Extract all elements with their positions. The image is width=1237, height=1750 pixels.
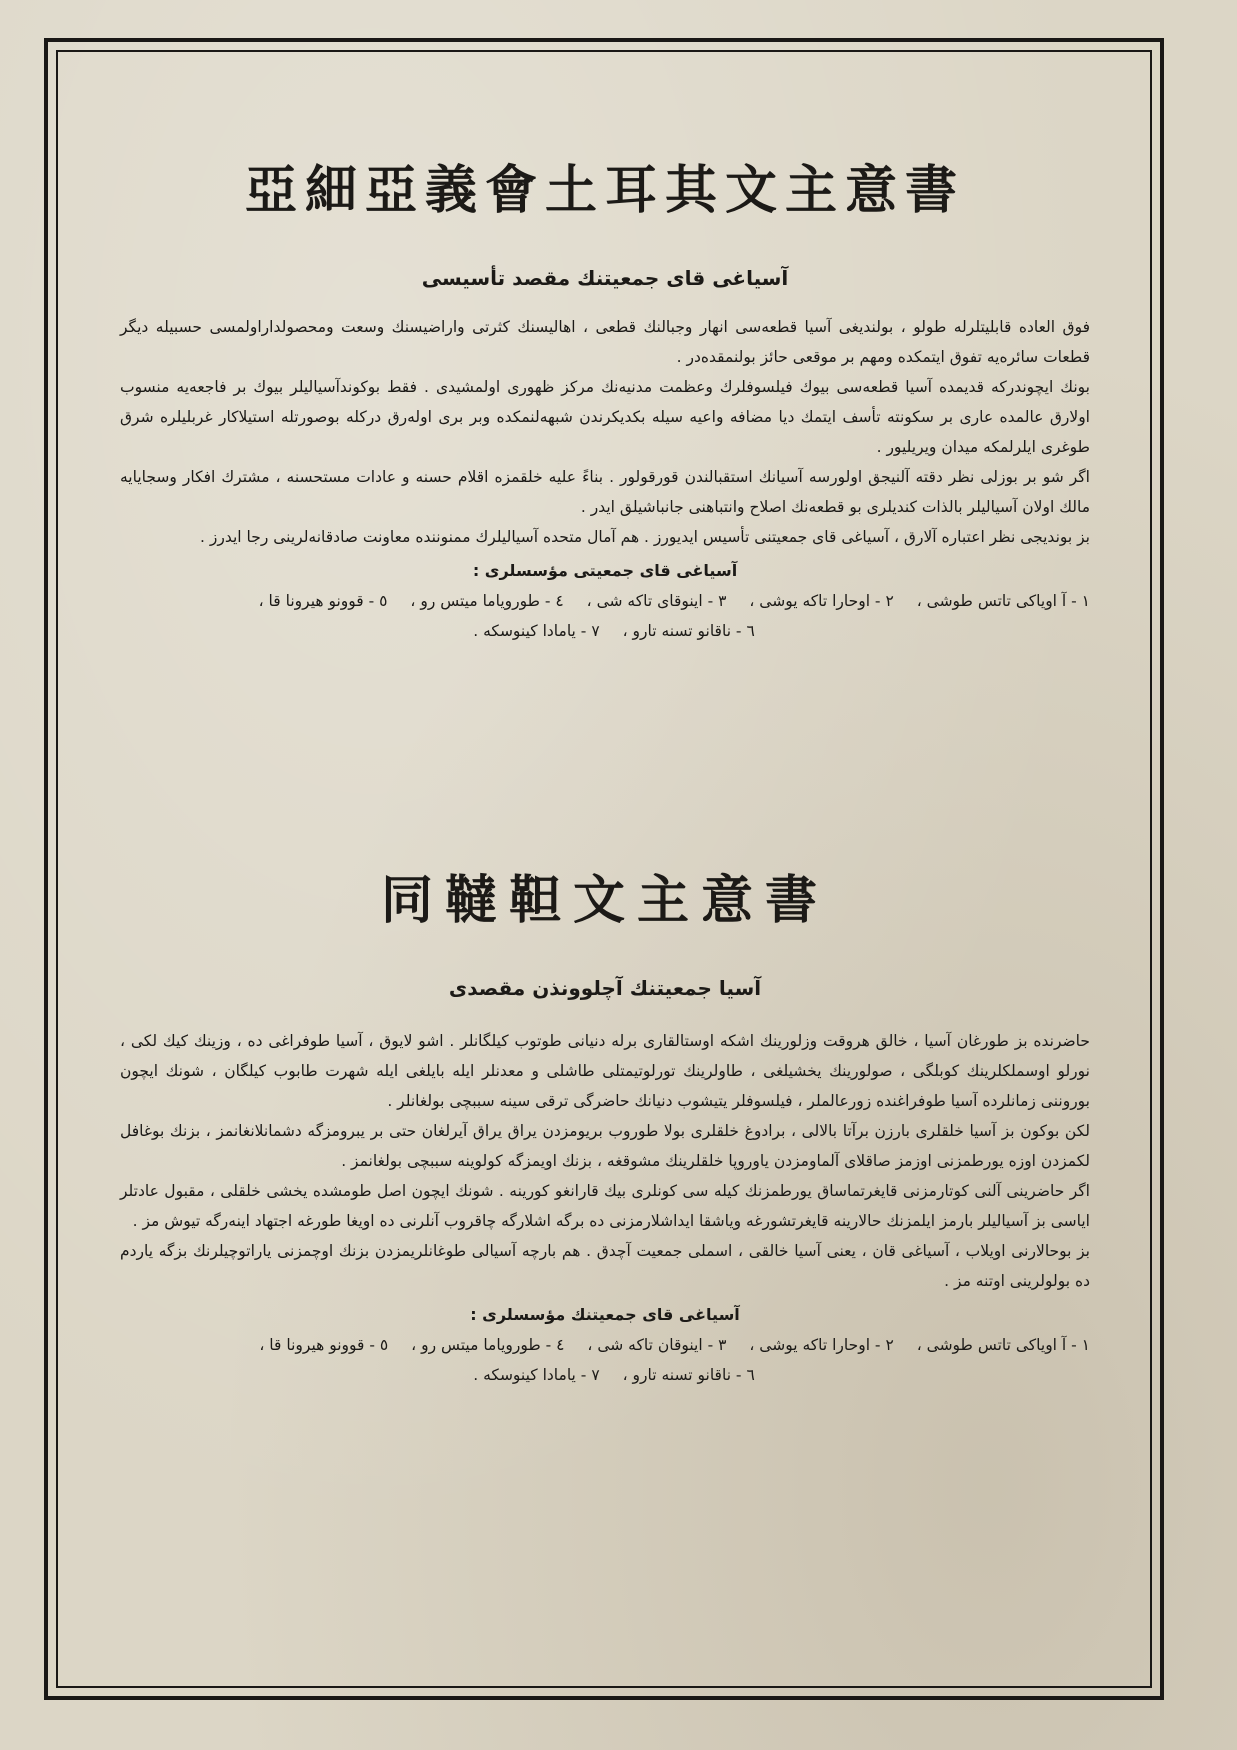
section1-founders-heading: آسیاغی قای جمعیتی مؤسسلری :	[472, 561, 738, 581]
founder-item: ٧ - یامادا كینوسكه .	[473, 1366, 600, 1385]
founder-item: ١ - آ اویاكی تاتس طوشی ،	[916, 1336, 1090, 1355]
section-turkish-manifesto	[120, 160, 1090, 646]
section2-founders-list-row2	[120, 1360, 1090, 1390]
founder-item: ٣ - اینوقان تاكه شی ،	[587, 1336, 727, 1355]
section1-founders-list-row2	[120, 616, 1090, 646]
section1-paragraph: بز بوندیجی نظر اعتباره آلارق ، آسیاغی قای جمعیتنی تأسیس ایدیورز . هم آمال متحده آسیالیلرك ممنوننده معاونت صادقانه‌لرینی رجا ایدرز .	[200, 528, 1090, 547]
section2-paragraph: بز بوحالارنی اویلاب ، آسیاغی قان ، یعنی آسیا خالقی ، اسملی جمعیت آچدق . هم بارچه آسیالی طوغانلریمزدن بزنك اوچمزنی یاراتوچیلرنك بزگه یاردم ده بولولرینی اوتنه مز .	[120, 1242, 1090, 1291]
section2-subtitle: آسیا جمعیتنك آچلوونذن مقصدی	[448, 976, 762, 1001]
section1-founders-list	[120, 586, 1090, 616]
section1-paragraph: بونك ایچوندركه قدیمده آسیا قطعه‌سی بیوك فیلسوفلرك وعظمت مدنیه‌نك مركز ظهوری اولمشیدی . فقط بوكوندآسیالیلر بیوك بر فاجعه‌یه منسوب اولارق عالمده عاری بر سكونته تأسف ایتمك دیا مضافه واعیه سیله بكدیكرندن شبهه‌لنمكده وبر بری اوله‌رق دركله بوصورتله استیلاكار غربلیلره شرق طوغری ایلرلمكه میدان ویریلیور .	[120, 378, 1090, 457]
section1-subtitle: آسیاغی قای جمعیتنك مقصد تأسیسی	[421, 266, 789, 291]
section1-title: 亞細亞義會土耳其文主意書	[244, 160, 965, 221]
founder-item: ٤ - طورویاما میتس رو ،	[411, 1336, 565, 1355]
section2-title: 同韃靼文主意書	[380, 870, 829, 931]
founder-item: ٢ - اوحارا تاكه یوشی ،	[749, 592, 894, 611]
section1-paragraph: اگر شو بر بوزلی نظر دقته آلنیجق اولورسه آسیانك استقبالندن قورقولور . بناءً علیه خلقمزه‌ اقلام حسنه و عادات مستحسنه ، مشترك افكار وسجایایه مالك اولان آسیالیلر بالذات كندیلری بو قطعه‌نك اصلاح وانتباهنی جانباشیلق ایدر .	[120, 468, 1090, 517]
section2-founders-heading: آسیاغی قای جمعیتنك مؤسسلری :	[470, 1305, 740, 1325]
founder-item: ٣ - اینوقای تاكه شی ،	[586, 592, 727, 611]
founder-item: ٢ - اوحارا تاكه یوشی ،	[749, 1336, 894, 1355]
section-tatar-manifesto	[120, 870, 1090, 1390]
founder-item: ٦ - ناقانو تسنه تارو ،	[622, 1366, 755, 1385]
founder-item: ١ - آ اویاكی تاتس طوشی ،	[916, 592, 1090, 611]
section2-paragraph: لكن بوكون بز آسیا خلقلری بارزن برآتا بالالی ، برادوغ خلقلری بولا طوروب بریومزدن یراق یراق آیرلغان حتی بر یبرومزگه دشمانلانغانمز ، بزنك بوغافل لكمزدن اوزه یورطمزنی اوزمز صاقلای آلماومزدن یاوروپا خلقلرینك مشوقغه ، بزنك اویمزگه كولوینه سببچی بولغانمز .	[120, 1122, 1090, 1171]
founder-item: ٤ - طورویاما میتس رو ،	[410, 592, 564, 611]
founder-item: ٧ - یامادا كینوسكه .	[473, 622, 600, 641]
section1-body	[120, 312, 1090, 552]
founder-item: ٥ - قوونو هیرونا قا ،	[258, 592, 388, 611]
founder-item: ٥ - قوونو هیرونا قا ،	[259, 1336, 389, 1355]
founder-item: ٦ - ناقانو تسنه تارو ،	[622, 622, 755, 641]
section1-paragraph: فوق العاده قابلیتلرله طولو ، بولندیغی آسیا قطعه‌سی انهار وجبالنك قطعی ، اهالیسنك كثرتی واراضیسنك وسعت ومحصولداراولمسی حسبیله دیگر قطعات سائره‌یه تفوق ایتمكده ومهم بر موقعی حائز بولنمقده‌در .	[120, 318, 1090, 367]
section2-paragraph: حاضرنده بز طورغان آسیا ، خالق هروقت وزلورینك اشكه اوستالقاری برله دنیانی طوتوب كیلگانلر . اشو لایوق ، آسیا طوفراغی ده ، وزینك كیك لكی ، نورلو اوسملكلرینك كوبلگی ، صولورینك یخشیلغی ، طاولرینك تورلوتیمتلی طاشلی و معدنلر ایله بایلغی ایله شهرت طابوب كیلگان ، شونك ایچون بوروننی زمانلرده آسیا طوفراغنده زورعالملر ، فیلسوفلر یتیشوب دنیانك حاضرگی ترقی سینه سببچی بولغانلر .	[120, 1032, 1090, 1111]
section2-body	[120, 1026, 1090, 1296]
section2-founders-list	[120, 1330, 1090, 1360]
section2-paragraph: اگر حاضرینی آلنی كوتارمزنی قایغرتماساق یورطمزنك كیله سی كونلری بیك قارانغو كورینه . شونك ایچون اصل طومشده یخشی خلقلی ، مقبول عادتلر ایاسی بز آسیالیلر بارمز ایلمزنك حالارینه قایغرتشورغه ویاشقا ایداشلارمزنی ده برگه اشلارگه چاقروب آنلرنی ده اویغا طورغه اجتهاد اینه‌رگه تیوش مز .	[120, 1182, 1090, 1231]
